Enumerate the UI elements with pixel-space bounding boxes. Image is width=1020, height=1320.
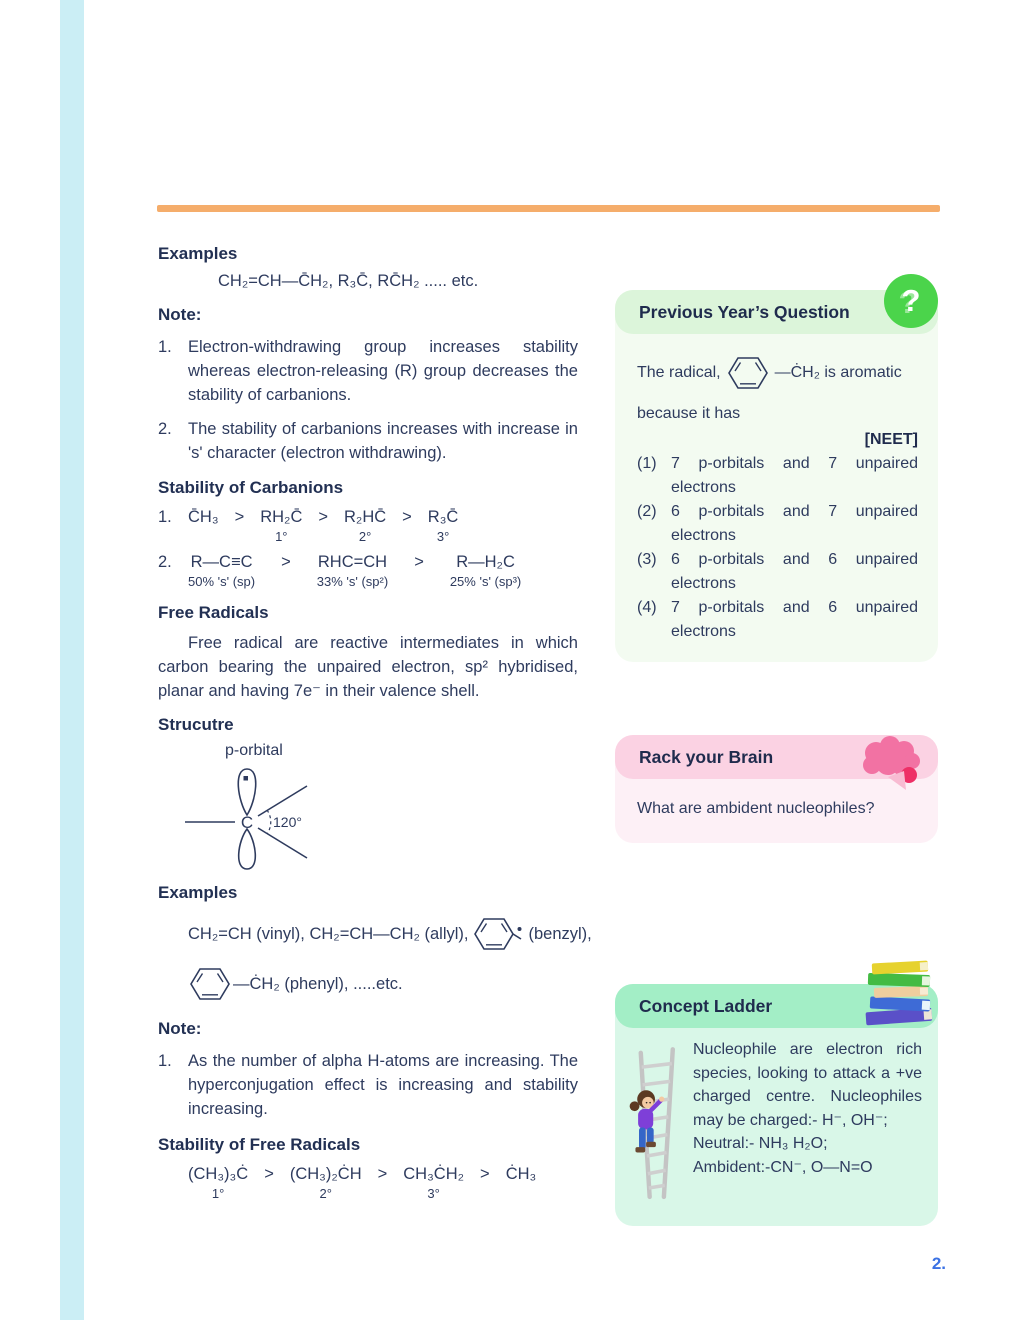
benzyl-label: (benzyl), xyxy=(528,924,592,943)
list-number: 1. xyxy=(158,1052,172,1070)
carbanion-stability-row-2 xyxy=(158,551,578,590)
note-heading-2: Note: xyxy=(158,1019,202,1038)
option-text: 7 p-orbitals and 6 unpaired electrons xyxy=(671,599,918,640)
pyq-question-part1: The radical, xyxy=(637,364,721,381)
stability-free-radicals-heading: Stability of Free Radicals xyxy=(158,1135,361,1154)
formula: R₃C̄ xyxy=(427,508,459,526)
degree-label: 2° xyxy=(319,1186,332,1201)
formula: CH₃ĊH₂ xyxy=(403,1165,465,1183)
rack-header xyxy=(615,735,938,779)
rack-title: Rack your Brain xyxy=(639,746,774,767)
option-number: (3) xyxy=(637,551,657,568)
brain-icon xyxy=(860,735,922,791)
rack-question: What are ambident nucleophiles? xyxy=(637,800,875,817)
option-text: 6 p-orbitals and 6 unpaired electrons xyxy=(671,551,918,592)
chain-term xyxy=(317,551,388,590)
formula: ĊH₃ xyxy=(505,1165,537,1183)
option-number: (2) xyxy=(637,503,657,520)
formula: R—C≡C xyxy=(190,553,253,571)
upper-right-bond-line xyxy=(258,786,307,816)
benzene-ring-icon xyxy=(726,354,770,392)
chain-term xyxy=(260,506,302,545)
pyq-question-line-1 xyxy=(637,354,918,392)
formula: R—H₂C xyxy=(456,553,515,571)
stability-carbanions-heading: Stability of Carbanions xyxy=(158,478,344,497)
s-character-label: 25% 's' (sp³) xyxy=(449,574,522,589)
books-stack-icon xyxy=(860,960,940,1032)
note1-item-1 xyxy=(158,335,578,407)
option-text: 6 p-orbitals and 7 unpaired electrons xyxy=(671,503,918,544)
question-mark-icon: ? xyxy=(884,274,938,328)
s-character-label: 33% 's' (sp²) xyxy=(316,574,389,589)
carbon-atom-label: C xyxy=(240,813,254,832)
concept-text xyxy=(693,1038,922,1210)
pyq-body xyxy=(615,334,938,662)
list-text: As the number of alpha H-atoms are increasing. The hyperconjugation effect is increasing and stability increasing. xyxy=(188,1052,578,1118)
pyq-source-tag: [NEET] xyxy=(864,431,918,448)
formula: (CH₃)₃Ċ xyxy=(188,1165,249,1183)
chain-term xyxy=(450,551,521,590)
degree-label: 1° xyxy=(275,529,288,544)
pyq-option-1 xyxy=(637,452,918,500)
list-number: 1. xyxy=(158,338,172,356)
benzene-ring-icon xyxy=(472,915,524,953)
chain-term xyxy=(403,1163,464,1202)
lower-right-bond-line xyxy=(258,828,307,858)
greater-than: > xyxy=(402,508,412,526)
pyq-option-4 xyxy=(637,596,918,644)
previous-year-question-box xyxy=(615,283,938,662)
carbanion-examples-formula: CH₂=CH—C̄H₂, R₃C̄, RC̄H₂ ..... etc. xyxy=(218,272,479,290)
chain-term xyxy=(344,506,386,545)
examples-heading-1: Examples xyxy=(158,244,238,263)
option-text: 7 p-orbitals and 7 unpaired electrons xyxy=(671,455,918,496)
upper-orbital-lobe xyxy=(238,769,255,815)
chain-term xyxy=(188,551,255,590)
free-radicals-heading: Free Radicals xyxy=(158,603,269,622)
chain-term xyxy=(428,506,459,545)
degree-label: 2° xyxy=(358,529,372,544)
list-number: 1. xyxy=(158,508,172,526)
page-number: 2. xyxy=(931,1254,946,1273)
concept-line-neutral: Neutral:- NH₃ H₂O; xyxy=(693,1135,828,1152)
greater-than: > xyxy=(264,1165,274,1183)
ladder-climbing-girl-illustration xyxy=(623,1038,687,1210)
pyq-header xyxy=(615,283,938,334)
option-number: (4) xyxy=(637,599,657,616)
rack-your-brain-box xyxy=(615,735,938,843)
chain-term xyxy=(290,1163,362,1202)
list-number: 2. xyxy=(158,420,172,438)
list-text: Electron-withdrawing group increases stability whereas electron-releasing (R) group decreases the stability of carbanions. xyxy=(188,338,578,404)
note2-item-1 xyxy=(158,1049,578,1121)
greater-than: > xyxy=(377,1165,388,1183)
note1-item-2 xyxy=(158,417,578,465)
greater-than: > xyxy=(318,508,328,526)
greater-than: > xyxy=(281,553,291,571)
free-radicals-paragraph: Free radical are reactive intermediates in which carbon bearing the unpaired electron, sp² hybridised, planar and having 7e⁻ in their valence shell. xyxy=(158,634,578,700)
greater-than: > xyxy=(480,1165,490,1183)
concept-paragraph: Nucleophile are electron rich species, looking to attack a +ve charged centre. Nucleophiles may be charged:- H⁻, OH⁻; xyxy=(693,1041,922,1129)
degree-label: 1° xyxy=(211,1186,225,1201)
p-orbital-label: p-orbital xyxy=(225,742,283,759)
angle-label: 120° xyxy=(273,814,302,830)
carbanion-stability-row-1 xyxy=(158,506,578,545)
formula: R₂HC̄ xyxy=(344,508,387,526)
pyq-title: Previous Year’s Question xyxy=(639,301,850,322)
formula: RHC=CH xyxy=(317,553,388,571)
list-number: 2. xyxy=(158,553,172,571)
chain-term xyxy=(188,1163,248,1202)
formula: RH₂C̄ xyxy=(260,508,303,526)
concept-line-ambident: Ambident:-CN⁻, O—N=O xyxy=(693,1158,873,1176)
option-number: (1) xyxy=(637,455,657,472)
formula: C̄H₃ xyxy=(188,508,219,526)
radical-examples-line-2 xyxy=(158,965,578,1003)
radical-examples-line-1 xyxy=(158,915,592,953)
examples-heading-2: Examples xyxy=(158,883,238,902)
concept-title: Concept Ladder xyxy=(639,995,773,1016)
degree-label: 3° xyxy=(427,1186,440,1201)
pyq-question-part2: —ĊH₂ is aromatic xyxy=(774,364,902,381)
concept-ladder-box xyxy=(615,984,938,1226)
benzene-ring-icon xyxy=(188,965,232,1003)
radical-examples-text: CH₂=CH (vinyl), CH₂=CH—CH₂ (allyl), xyxy=(188,924,469,943)
note-heading-1: Note: xyxy=(158,305,202,324)
lower-orbital-lobe xyxy=(239,829,256,869)
radical-dot xyxy=(518,927,522,931)
chain-term xyxy=(506,1163,537,1202)
unpaired-electron-dot xyxy=(244,776,249,781)
p-orbital-structure-diagram xyxy=(183,739,343,873)
free-radical-stability-row xyxy=(158,1163,578,1202)
degree-label: 3° xyxy=(436,529,450,544)
structure-heading: Strucutre xyxy=(158,715,234,734)
formula: (CH₃)₂ĊH xyxy=(289,1165,362,1183)
angle-arc xyxy=(267,810,271,834)
phenyl-formula-text: —ĊH₂ (phenyl), .....etc. xyxy=(233,974,403,993)
concept-header xyxy=(615,984,938,1028)
pyq-option-2 xyxy=(637,500,918,548)
concept-body xyxy=(615,1028,938,1226)
pyq-option-3 xyxy=(637,548,918,596)
left-accent-stripe xyxy=(60,0,84,1320)
top-accent-bar xyxy=(157,205,940,212)
list-text: The stability of carbanions increases with increase in 's' character (electron withdrawing). xyxy=(188,420,578,462)
s-character-label: 50% 's' (sp) xyxy=(188,574,256,589)
chain-term xyxy=(188,506,219,545)
greater-than: > xyxy=(234,508,245,526)
greater-than: > xyxy=(414,553,424,571)
main-content-column xyxy=(158,244,592,1202)
pyq-question-part3: because it has xyxy=(637,405,741,422)
